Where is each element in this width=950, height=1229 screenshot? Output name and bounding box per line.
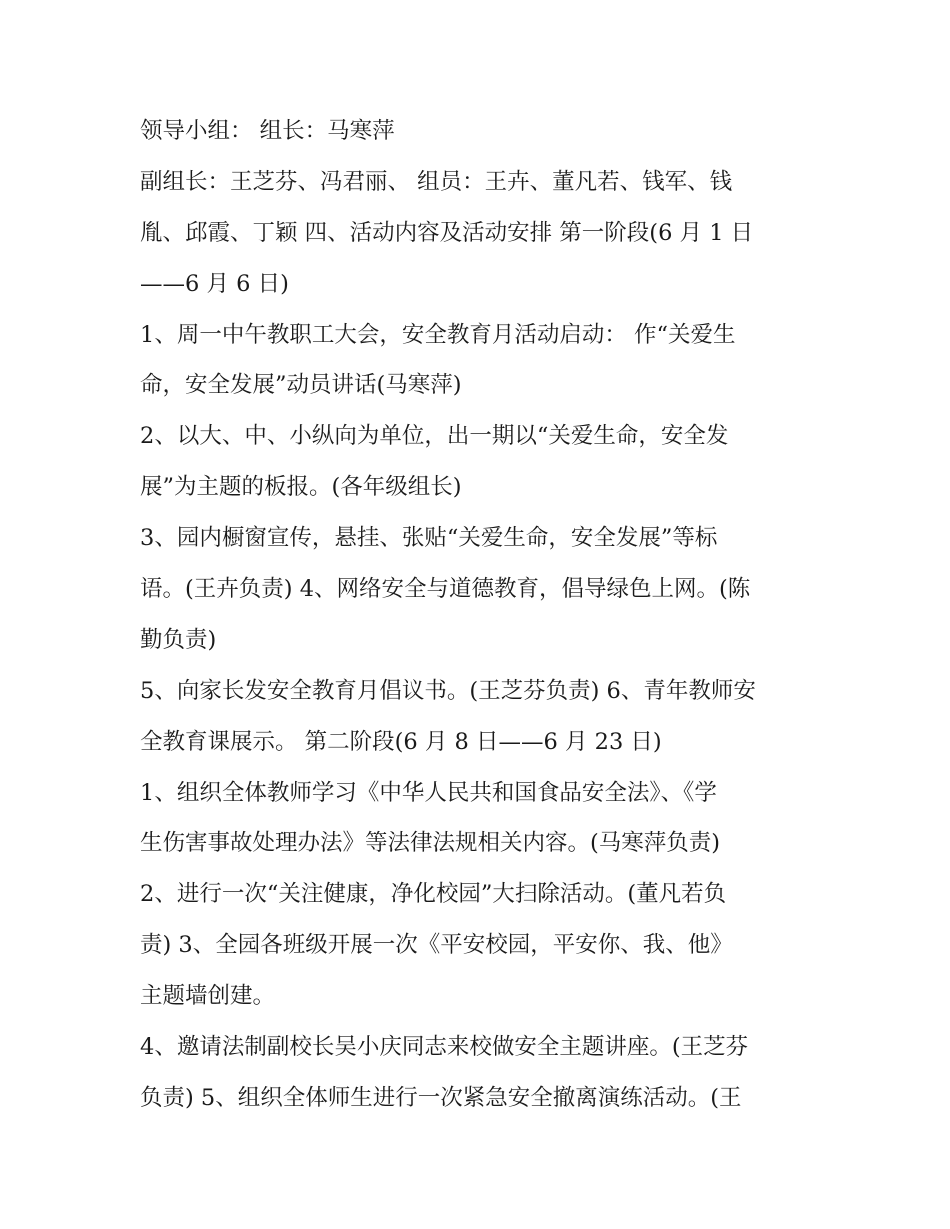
text-line: 勤负责) [140,626,217,653]
text-line: 1、组织全体教师学习《中华人民共和国食品安全法》、《学 [140,779,717,806]
text-line: 领导小组： 组长：马寒萍 [140,118,395,144]
text-line: 1、周一中午教职工大会，安全教育月活动启动： 作“关爱生 [140,321,736,348]
text-line: 主题墙创建。 [140,983,276,1010]
text-line: ——6 月 6 日) [140,270,289,297]
text-line: 生伤害事故处理办法》等法律法规相关内容。(马寒萍负责) [140,830,721,857]
text-line: 副组长：王芝芬、冯君丽、 组员：王卉、董凡若、钱军、钱 [140,168,733,195]
text-line: 全教育课展示。 第二阶段(6 月 8 日——6 月 23 日) [140,728,662,755]
document-body [140,106,820,1124]
text-line: 负责) 5、组织全体师生进行一次紧急安全撤离演练活动。(王 [140,1084,742,1111]
text-line: 2、进行一次“关注健康，净化校园”大扫除活动。(董凡若负 [140,881,727,908]
text-line: 2、以大、中、小纵向为单位，出一期以“关爱生命，安全发 [140,423,729,450]
text-line: 命，安全发展”动员讲话(马寒萍) [140,372,462,399]
text-line: 4、邀请法制副校长吴小庆同志来校做安全主题讲座。(王芝芬 [140,1034,749,1061]
text-line: 展”为主题的板报。(各年级组长) [140,474,462,501]
text-line: 责) 3、全园各班级开展一次《平安校园，平安你、我、他》 [140,932,733,959]
text-line: 3、园内橱窗宣传，悬挂、张贴“关爱生命，安全发展”等标 [140,525,718,552]
text-line: 语。(王卉负责) 4、网络安全与道德教育，倡导绿色上网。(陈 [140,576,751,603]
text-line: 胤、邱霞、丁颖 四、活动内容及活动安排 第一阶段(6 月 1 日 [140,219,754,246]
text-line: 5、向家长发安全教育月倡议书。(王芝芬负责) 6、青年教师安 [140,677,756,704]
